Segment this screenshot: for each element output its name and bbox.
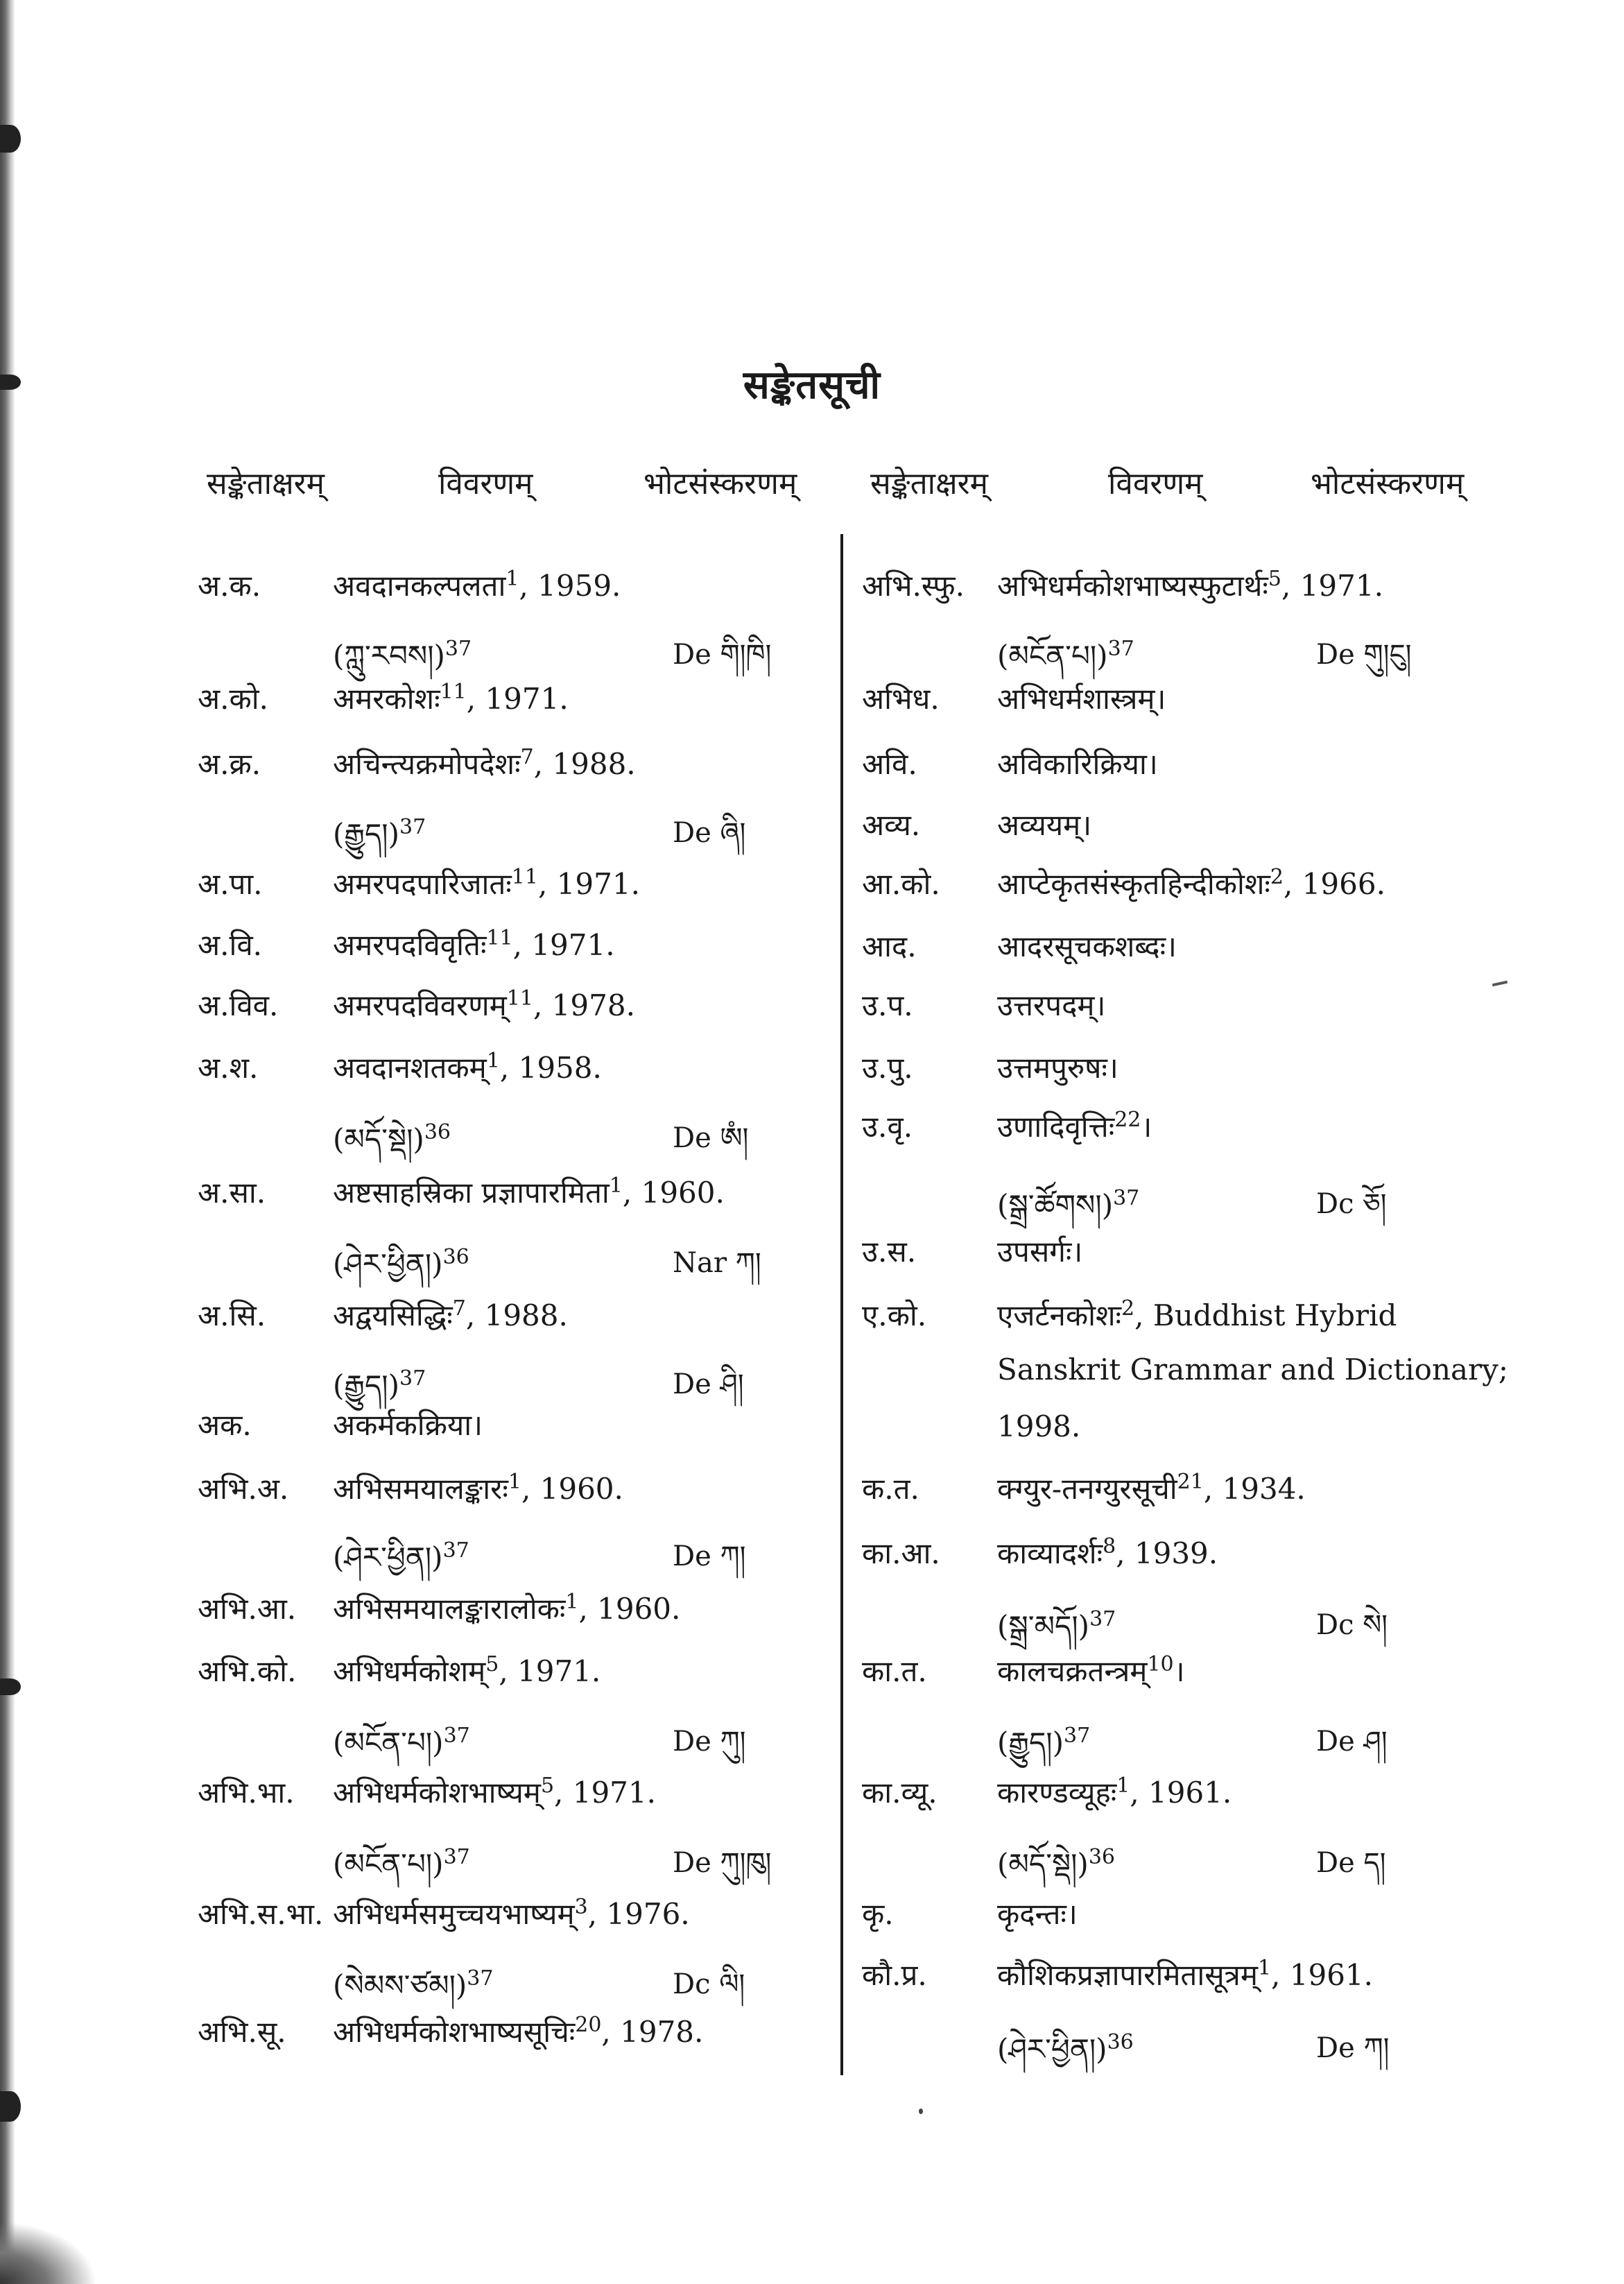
abbreviation-entry — [862, 805, 1486, 860]
abbreviation-entry — [198, 1468, 822, 1524]
abbreviation-entry — [862, 926, 1486, 981]
footnote-ref: 37 — [1113, 1186, 1140, 1210]
tibetan-section: (སེམས་ཙམ།)$^{37}$ — [333, 1966, 494, 2002]
footnote-ref: 36 — [442, 1245, 469, 1269]
abbreviation-entry — [198, 1047, 822, 1103]
abbreviation-entry — [198, 1710, 822, 1765]
tibetan-edition-ref: De ཀུ། — [673, 1726, 746, 1758]
tibetan-section: (ཤེར་ཕྱིན།)$^{36}$ — [333, 1245, 469, 1281]
header-desc-left: विवरणम् — [438, 466, 533, 501]
entry-abbreviation: अभि.अ. — [198, 1472, 289, 1506]
tibetan-edition-ref: De ཀུ།ཁུ། — [673, 1847, 772, 1879]
abbreviation-entry — [862, 864, 1486, 919]
tibetan-section: (ཤེར་ཕྱིན།)$^{36}$ — [997, 2030, 1134, 2066]
footnote-ref: 36 — [424, 1120, 451, 1144]
abbreviation-entry — [862, 1533, 1486, 1588]
entry-abbreviation: आ.को. — [862, 867, 940, 901]
footnote-ref: 37 — [442, 1538, 469, 1563]
footnote-ref: 37 — [443, 1845, 470, 1869]
header-abbr-right: सङ्केताक्षरम् — [870, 466, 988, 501]
footnote-ref: 36 — [1107, 2030, 1134, 2054]
tibetan-section: (ཀླུ་རབས།)$^{37}$ — [333, 637, 472, 673]
footnote-ref: 1 — [609, 1174, 623, 1198]
abbreviation-entry — [198, 565, 822, 621]
footnote-ref: 10 — [1147, 1652, 1174, 1676]
entry-description: अचिन्त्यक्रमोपदेशः$^7$, 1988. — [333, 745, 636, 781]
tibetan-section: (མངོན་པ།)$^{37}$ — [997, 637, 1134, 673]
footnote-ref: 11 — [511, 865, 538, 889]
tibetan-edition-ref: Dc ཅོ། — [1316, 1188, 1387, 1220]
tibetan-section: (སྒྲ་མདོ།)$^{37}$ — [997, 1607, 1116, 1643]
entry-abbreviation: कौ.प्र. — [862, 1958, 927, 1992]
entry-abbreviation: अभि.सू. — [198, 2015, 286, 2049]
abbreviation-entry — [862, 1295, 1486, 1350]
entry-abbreviation: अवि. — [862, 747, 917, 781]
header-tib-right: भोटसंस्करणम् — [1311, 466, 1465, 501]
tibetan-edition-ref: De གི།ཁི། — [673, 639, 772, 671]
abbreviation-entry — [198, 1353, 822, 1408]
header-abbr-left: सङ्केताक्षरम् — [207, 466, 325, 501]
ink-speck — [919, 2109, 923, 2114]
entry-description: अमरपदपारिजातः$^{11}$, 1971. — [333, 865, 640, 901]
entry-description: उत्तरपदम्। — [997, 988, 1106, 1022]
footnote-ref: 20 — [575, 2013, 602, 2037]
abbreviation-entry — [862, 1468, 1486, 1524]
tibetan-edition-ref: Dc སེ། — [1316, 1609, 1388, 1641]
abbreviation-entry — [198, 801, 822, 857]
entry-description: अभिसमयालङ्कारः$^1$, 1960. — [333, 1470, 623, 1506]
entry-abbreviation: अक. — [198, 1408, 252, 1442]
abbreviation-entry — [198, 1525, 822, 1580]
tibetan-edition-ref: De ཞི། — [673, 817, 746, 849]
footnote-ref: 21 — [1177, 1470, 1204, 1494]
entry-abbreviation: क.त. — [862, 1472, 919, 1506]
abbreviation-entry — [198, 1231, 822, 1287]
entry-abbreviation: अ.पा. — [198, 867, 263, 901]
entry-description: उपसर्गः। — [997, 1235, 1083, 1269]
entry-abbreviation: अभि.को. — [198, 1654, 297, 1688]
footnote-ref: 37 — [444, 637, 472, 661]
footnote-ref: 2 — [1270, 865, 1284, 889]
footnote-ref: 1 — [486, 1049, 500, 1073]
entry-abbreviation: उ.स. — [862, 1235, 917, 1269]
tibetan-edition-ref: De ཤ། — [1316, 1726, 1388, 1758]
abbreviation-entry — [862, 985, 1486, 1040]
abbreviation-entry — [198, 623, 822, 678]
page-title: सङ्केतसूची — [743, 362, 881, 408]
abbreviation-entry — [198, 1588, 822, 1644]
entry-abbreviation: अभि.भा. — [198, 1776, 295, 1810]
entry-description: कृदन्तः। — [997, 1897, 1078, 1931]
entry-abbreviation: अ.विव. — [198, 988, 279, 1022]
abbreviation-entry — [198, 1831, 822, 1887]
entry-abbreviation: अव्य. — [862, 808, 921, 842]
entry-abbreviation: अ.क. — [198, 569, 261, 603]
abbreviation-entry — [862, 1831, 1486, 1887]
entry-description: अमरपदविवृतिः$^{11}$, 1971. — [333, 926, 615, 962]
entry-description: आप्टेकृतसंस्कृतहिन्दीकोशः$^2$, 1966. — [997, 865, 1385, 901]
entry-description: अभिधर्मकोशभाष्यस्फुटार्थः$^5$, 1971. — [997, 567, 1383, 603]
footnote-ref: 7 — [452, 1296, 466, 1321]
entry-abbreviation: अ.को. — [198, 682, 268, 716]
entry-abbreviation: अभि.आ. — [198, 1592, 297, 1626]
abbreviation-entry — [862, 623, 1486, 678]
tibetan-edition-ref: Dc ལི། — [673, 1968, 745, 2000]
entry-abbreviation: अ.सा. — [198, 1176, 266, 1210]
entry-description: अमरकोशः$^{11}$, 1971. — [333, 680, 569, 716]
tibetan-section: (མདོ་སྡེ།)$^{36}$ — [333, 1120, 451, 1156]
abbreviation-entry — [862, 1894, 1486, 1949]
entry-abbreviation: आद. — [862, 929, 917, 963]
abbreviation-entry — [198, 2011, 822, 2067]
tibetan-section: (མངོན་པ།)$^{37}$ — [333, 1845, 470, 1881]
abbreviation-entry — [862, 2016, 1486, 2072]
footnote-ref: 5 — [1268, 567, 1281, 591]
footnote-ref: 37 — [399, 815, 426, 839]
entry-abbreviation: अ.वि. — [198, 928, 263, 962]
footnote-ref: 1 — [506, 567, 519, 591]
edge-mark — [0, 2091, 21, 2122]
tibetan-section: (རྒྱུད།)$^{37}$ — [333, 815, 426, 851]
abbreviation-entry — [198, 1772, 822, 1828]
entry-description: अकर्मकक्रिया। — [333, 1408, 483, 1442]
footnote-ref: 2 — [1121, 1296, 1135, 1321]
abbreviation-entry — [862, 1593, 1486, 1649]
entry-description: अविकारिक्रिया। — [997, 747, 1158, 781]
abbreviation-entry — [862, 1955, 1486, 2010]
entry-description: अभिधर्मशास्त्रम्। — [997, 682, 1166, 716]
entry-description: अवदानशतकम्$^1$, 1958. — [333, 1049, 602, 1085]
footnote-ref: 7 — [520, 745, 534, 769]
tibetan-edition-ref: De ཤི། — [673, 1368, 744, 1400]
footnote-ref: 36 — [1088, 1845, 1115, 1869]
tibetan-edition-ref: Nar ཀ། — [673, 1247, 761, 1279]
footnote-ref: 1 — [508, 1470, 521, 1494]
entry-description: कौशिकप्रज्ञापारमितासूत्रम्$^1$, 1961. — [997, 1956, 1373, 1992]
edge-mark — [0, 125, 21, 153]
entry-description: क्ग्युर-तनग्युरसूची$^{21}$, 1934. — [997, 1470, 1306, 1506]
tibetan-section: (རྒྱུད།)$^{37}$ — [333, 1366, 426, 1402]
header-tib-left: भोटसंस्करणम् — [643, 466, 797, 501]
abbreviation-entry — [862, 1409, 1486, 1465]
tibetan-section: (མདོ་སྡེ།)$^{36}$ — [997, 1845, 1115, 1881]
entry-description: अभिधर्मकोशभाष्यम्$^5$, 1971. — [333, 1774, 656, 1810]
footnote-ref: 1 — [1257, 1956, 1272, 1980]
entry-description: अष्टसाहस्रिका प्रज्ञापारमिता$^1$, 1960. — [333, 1174, 725, 1210]
entry-description: अभिधर्मसमुच्चयभाष्यम्$^3$, 1976. — [333, 1895, 690, 1931]
entry-description: उणादिवृत्तिः$^{22}$। — [997, 1108, 1152, 1144]
entry-abbreviation: का.आ. — [862, 1536, 940, 1570]
entry-description: कालचक्रतन्त्रम्$^{10}$। — [997, 1652, 1185, 1688]
footnote-ref: 11 — [440, 680, 467, 704]
abbreviation-entry — [198, 1952, 822, 2008]
abbreviation-entry — [862, 565, 1486, 621]
abbreviation-entry — [862, 1172, 1486, 1228]
entry-description: उत्तमपुरुषः। — [997, 1051, 1118, 1085]
entry-abbreviation: अ.क्र. — [198, 747, 261, 781]
corner-smudge — [0, 2222, 97, 2284]
tibetan-edition-ref: De ཀ། — [673, 1540, 746, 1572]
footnote-ref: 5 — [540, 1774, 555, 1798]
footnote-ref: 1 — [565, 1590, 579, 1614]
footnote-ref: 11 — [486, 926, 513, 950]
entry-abbreviation: ए.को. — [862, 1298, 927, 1332]
header-desc-right: विवरणम् — [1108, 466, 1203, 501]
footnote-ref: 37 — [1089, 1607, 1116, 1631]
abbreviation-entry — [862, 744, 1486, 799]
footnote-ref: 37 — [399, 1366, 426, 1391]
abbreviation-entry — [862, 1772, 1486, 1828]
ink-mark — [1492, 981, 1508, 986]
footnote-ref: 37 — [1063, 1724, 1091, 1748]
footnote-ref: 37 — [443, 1724, 470, 1748]
abbreviation-entry — [198, 1106, 822, 1162]
entry-description: अभिधर्मकोशम्$^5$, 1971. — [333, 1652, 601, 1688]
footnote-ref: 37 — [1107, 637, 1134, 661]
abbreviation-entry — [198, 678, 822, 734]
abbreviation-entry — [862, 678, 1486, 734]
entry-abbreviation: उ.प. — [862, 988, 913, 1022]
abbreviation-entry — [862, 1710, 1486, 1765]
entry-description: अभिधर्मकोशभाष्यसूचिः$^{20}$, 1978. — [333, 2013, 704, 2049]
entry-description: अवदानकल्पलता$^1$, 1959. — [333, 567, 621, 603]
entry-description-continued: 1998. — [997, 1409, 1081, 1443]
entry-abbreviation: अ.श. — [198, 1051, 259, 1085]
tibetan-section: (རྒྱུད།)$^{37}$ — [997, 1724, 1091, 1760]
footnote-ref: 11 — [506, 986, 533, 1011]
abbreviation-entry — [198, 985, 822, 1040]
entry-abbreviation: अभि.स्फु. — [862, 569, 965, 603]
footnote-ref: 37 — [467, 1966, 494, 1991]
entry-abbreviation: अभि.स.भा. — [198, 1897, 324, 1931]
footnote-ref: 3 — [574, 1895, 588, 1919]
tibetan-section: (མངོན་པ།)$^{37}$ — [333, 1724, 470, 1760]
abbreviation-entry — [198, 1405, 822, 1460]
abbreviation-entry — [198, 744, 822, 799]
abbreviation-entry — [198, 1295, 822, 1350]
footnote-ref: 8 — [1103, 1534, 1116, 1559]
entry-description: कारण्डव्यूहः$^1$, 1961. — [997, 1774, 1232, 1810]
entry-abbreviation: अभिध. — [862, 682, 940, 716]
abbreviation-entry — [862, 1231, 1486, 1287]
entry-description: अद्वयसिद्धिः$^7$, 1988. — [333, 1296, 568, 1332]
tibetan-edition-ref: De ད། — [1316, 1847, 1386, 1879]
abbreviation-entry — [862, 1047, 1486, 1103]
column-divider — [840, 534, 843, 2075]
abbreviation-entry — [198, 1651, 822, 1706]
page-edge-shadow — [0, 0, 15, 2284]
entry-description: एजर्टनकोशः$^2$, Buddhist Hybrid — [997, 1296, 1397, 1332]
entry-abbreviation: उ.पु. — [862, 1051, 913, 1085]
tibetan-edition-ref: De ཨཾ། — [673, 1122, 749, 1154]
entry-description: काव्यादर्शः$^8$, 1939. — [997, 1534, 1218, 1570]
abbreviation-entry — [198, 925, 822, 980]
entry-description-continued: Sanskrit Grammar and Dictionary; — [997, 1353, 1508, 1386]
edge-mark — [0, 1678, 21, 1695]
footnote-ref: 5 — [485, 1652, 499, 1676]
entry-abbreviation: कृ. — [862, 1897, 894, 1931]
footnote-ref: 1 — [1116, 1774, 1130, 1798]
tibetan-section: (སྒྲ་ཚོགས།)$^{37}$ — [997, 1186, 1140, 1222]
tibetan-section: (ཤེར་ཕྱིན།)$^{37}$ — [333, 1538, 469, 1574]
abbreviation-entry — [198, 1894, 822, 1949]
entry-abbreviation: अ.सि. — [198, 1298, 266, 1332]
tibetan-edition-ref: De གུ།ངུ། — [1316, 639, 1412, 671]
footnote-ref: 22 — [1114, 1108, 1141, 1132]
entry-description: आदरसूचकशब्दः। — [997, 929, 1177, 963]
entry-description: अव्ययम्। — [997, 808, 1092, 842]
entry-description: अमरपदविवरणम्$^{11}$, 1978. — [333, 986, 635, 1022]
entry-abbreviation: का.त. — [862, 1654, 927, 1688]
abbreviation-entry — [862, 1106, 1486, 1162]
abbreviation-entry — [862, 1353, 1508, 1408]
tibetan-edition-ref: De ཀ། — [1316, 2032, 1390, 2064]
entry-abbreviation: उ.वृ. — [862, 1110, 913, 1144]
abbreviation-entry — [862, 1651, 1486, 1706]
entry-description: अभिसमयालङ्कारालोकः$^1$, 1960. — [333, 1590, 681, 1626]
abbreviation-entry — [198, 864, 822, 919]
abbreviation-entry — [198, 1172, 822, 1228]
entry-abbreviation: का.व्यू. — [862, 1776, 938, 1810]
